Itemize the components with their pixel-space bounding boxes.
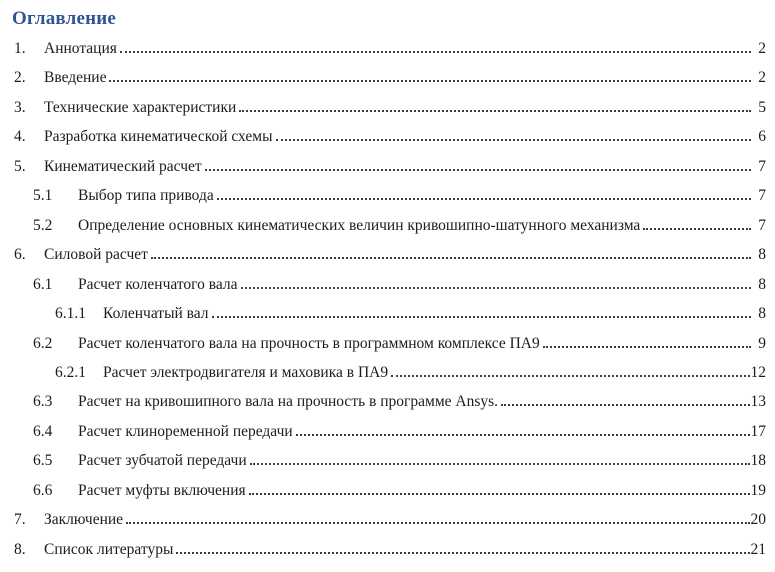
toc-entry-label: Кинематический расчет (44, 157, 202, 175)
toc-entry-number: 2. (14, 69, 26, 87)
toc-entry[interactable] (0, 358, 766, 387)
toc-entry[interactable] (0, 505, 766, 534)
dot-leader (249, 489, 750, 495)
toc-entry-label: Силовой расчет (44, 246, 148, 264)
dot-leader (120, 47, 751, 53)
toc-entry-number: 7. (14, 511, 26, 529)
toc-entry-page: 19 (750, 481, 766, 499)
toc-entry[interactable] (0, 476, 766, 505)
toc-entry-page: 8 (758, 246, 766, 264)
toc-entry-label: Расчет зубчатой передачи (78, 452, 247, 470)
toc-entry[interactable] (0, 240, 766, 269)
dot-leader (276, 135, 751, 141)
toc-entry-label: Список литературы (44, 540, 174, 558)
toc-entry-page: 7 (758, 187, 766, 205)
toc-entry[interactable] (0, 34, 766, 63)
toc-entry-page: 2 (758, 69, 766, 87)
toc-entry[interactable] (0, 211, 766, 240)
toc-entry-number: 6.2 (33, 334, 53, 352)
toc-entry-label: Расчет на кривошипного вала на прочность в программе Ansys. (78, 393, 499, 411)
dot-leader (109, 76, 751, 82)
toc-entry-label: Расчет коленчатого вала (78, 275, 238, 293)
toc-entry-label: Разработка кинематической схемы (44, 128, 273, 146)
dot-leader (543, 342, 751, 348)
dot-leader (205, 165, 751, 171)
dot-leader (241, 283, 751, 289)
toc-entry-page: 8 (758, 275, 766, 293)
toc-entry-number: 6.2.1 (55, 363, 86, 381)
toc-entry-page: 6 (758, 128, 766, 146)
toc-entry-page: 8 (758, 305, 766, 323)
toc-list (0, 34, 775, 564)
toc-entry-number: 6.3 (33, 393, 53, 411)
dot-leader (250, 459, 750, 465)
dot-leader (151, 253, 751, 259)
dot-leader (501, 400, 749, 406)
toc-entry-label: Расчет электродвигателя и маховика в ПА9 (103, 363, 389, 381)
toc-entry-label: Заключение (44, 511, 124, 529)
toc-entry-label: Расчет коленчатого вала на прочность в программном комплексе ПА9 (78, 334, 540, 352)
toc-entry[interactable] (0, 417, 766, 446)
toc-entry-label: Расчет клиноременной передачи (78, 422, 293, 440)
toc-entry-label: Коленчатый вал (103, 305, 209, 323)
toc-entry-number: 4. (14, 128, 26, 146)
toc-entry-page: 5 (758, 98, 766, 116)
toc-entry-page: 21 (750, 540, 766, 558)
toc-entry[interactable] (0, 299, 766, 328)
toc-entry-number: 6. (14, 246, 26, 264)
toc-entry-label: Расчет муфты включения (78, 481, 246, 499)
toc-entry-number: 8. (14, 540, 26, 558)
toc-entry[interactable] (0, 329, 766, 358)
toc-entry-number: 6.5 (33, 452, 53, 470)
toc-entry[interactable] (0, 93, 766, 122)
toc-entry-label: Введение (44, 69, 107, 87)
dot-leader (212, 312, 751, 318)
toc-entry-number: 5. (14, 157, 26, 175)
toc-entry[interactable] (0, 152, 766, 181)
dot-leader (643, 224, 751, 230)
dot-leader (239, 106, 751, 112)
dot-leader (176, 548, 749, 554)
dot-leader (296, 430, 750, 436)
toc-entry-page: 2 (758, 40, 766, 57)
toc-entry-number: 6.1 (33, 275, 53, 293)
toc-entry-page: 12 (750, 363, 766, 381)
toc-entry-number: 1. (14, 40, 26, 57)
toc-entry-label: Определение основных кинематических величин кривошипно-шатунного механизма (78, 216, 641, 234)
toc-entry-label: Аннотация (44, 40, 117, 57)
toc-entry-page: 17 (750, 422, 766, 440)
toc-entry-number: 6.1.1 (55, 305, 86, 323)
toc-entry-number: 6.6 (33, 481, 53, 499)
toc-entry[interactable] (0, 270, 766, 299)
toc-entry[interactable] (0, 122, 766, 151)
toc-entry-page: 7 (758, 157, 766, 175)
toc-entry-page: 18 (750, 452, 766, 470)
toc-entry-page: 7 (758, 216, 766, 234)
dot-leader (391, 371, 749, 377)
toc-entry-number: 6.4 (33, 422, 53, 440)
page-title: Оглавление (12, 8, 117, 29)
toc-entry-label: Выбор типа привода (78, 187, 214, 205)
toc-entry[interactable] (0, 387, 766, 416)
toc-entry[interactable] (0, 446, 766, 475)
toc-entry-number: 3. (14, 98, 26, 116)
toc-entry[interactable] (0, 63, 766, 92)
dot-leader (126, 518, 749, 524)
toc-entry-number: 5.1 (33, 187, 53, 205)
toc-entry-page: 13 (750, 393, 766, 411)
toc-entry-page: 20 (750, 511, 766, 529)
toc-entry-page: 9 (758, 334, 766, 352)
dot-leader (217, 194, 751, 200)
toc-entry-label: Технические характеристики (44, 98, 237, 116)
toc-entry-number: 5.2 (33, 216, 53, 234)
toc-entry[interactable] (0, 535, 766, 564)
toc-entry[interactable] (0, 181, 766, 210)
